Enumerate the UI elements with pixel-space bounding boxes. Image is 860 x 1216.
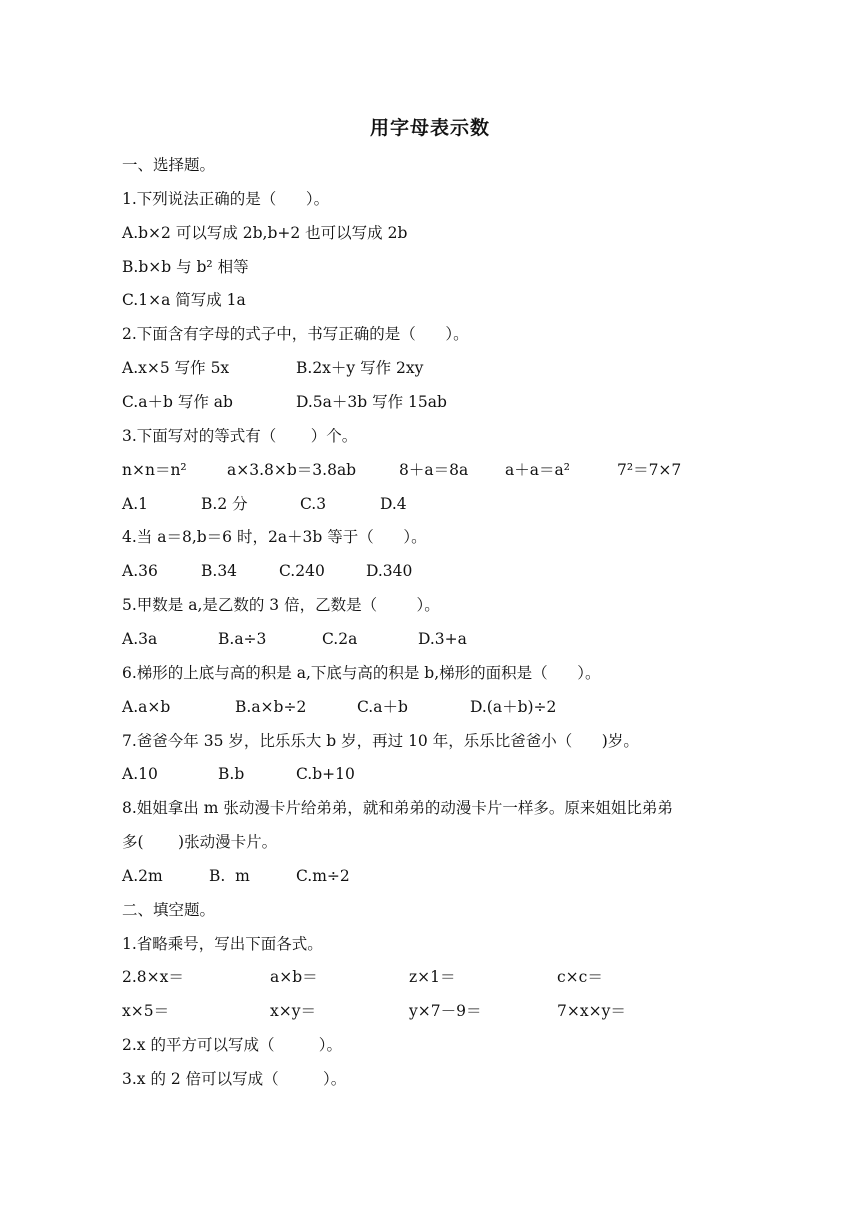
section-heading-choice: 一、选择题。 [122, 156, 216, 174]
question-8-line-2: 多( )张动漫卡片。 [122, 833, 278, 851]
q6-option-c: C.a＋b [357, 698, 408, 716]
section-heading-fill: 二、填空题。 [122, 901, 216, 919]
q2-option-d: D.5a＋3b 写作 15ab [296, 393, 447, 411]
question-4: 4.当 a＝8,b＝6 时，2a＋3b 等于（ ）。 [122, 528, 427, 546]
fill-expression: c×c＝ [557, 968, 603, 986]
page-title: 用字母表示数 [369, 117, 490, 139]
fill-question-2: 2.x 的平方可以写成（ ）。 [122, 1036, 343, 1054]
q1-option-b: B.b×b 与 b² 相等 [122, 258, 249, 276]
q7-option-a: A.10 [122, 765, 158, 783]
q7-option-c: C.b+10 [296, 765, 355, 783]
q4-option-a: A.36 [122, 562, 158, 580]
q3-equation-4: a＋a＝a² [505, 461, 570, 479]
fill-expression: y×7－9＝ [409, 1002, 482, 1020]
q5-option-a: A.3a [122, 630, 158, 648]
fill-expression: z×1＝ [409, 968, 456, 986]
q4-option-b: B.34 [201, 562, 238, 580]
q6-option-b: B.a×b÷2 [235, 698, 307, 716]
question-7: 7.爸爸今年 35 岁，比乐乐大 b 岁，再过 10 年，乐乐比爸爸小（ )岁。 [122, 732, 639, 750]
question-1: 1.下列说法正确的是（ ）。 [122, 190, 330, 208]
q3-option-c: C.3 [300, 495, 327, 513]
q1-option-c: C.1×a 简写成 1a [122, 291, 246, 309]
q3-option-b: B.2 分 [201, 495, 248, 513]
q5-option-c: C.2a [322, 630, 358, 648]
question-3: 3.下面写对的等式有（ ）个。 [122, 427, 358, 445]
fill-expression: x×5＝ [122, 1002, 170, 1020]
fill-expression: a×b＝ [270, 968, 318, 986]
q2-option-a: A.x×5 写作 5x [122, 359, 230, 377]
fill-expression: 2.8×x＝ [122, 968, 184, 986]
fill-expression: x×y＝ [270, 1002, 316, 1020]
q5-option-b: B.a÷3 [218, 630, 267, 648]
question-5: 5.甲数是 a,是乙数的 3 倍，乙数是（ ）。 [122, 596, 440, 614]
q8-option-c: C.m÷2 [296, 867, 350, 885]
q3-option-d: D.4 [380, 495, 407, 513]
question-8-line-1: 8.姐姐拿出 m 张动漫卡片给弟弟，就和弟弟的动漫卡片一样多。原来姐姐比弟弟 [122, 799, 673, 817]
q4-option-d: D.340 [366, 562, 413, 580]
q2-option-c: C.a＋b 写作 ab [122, 393, 233, 411]
fill-expression: 7×x×y＝ [557, 1002, 626, 1020]
q3-option-a: A.1 [122, 495, 148, 513]
q3-equation-2: a×3.8×b＝3.8ab [227, 461, 357, 479]
q5-option-d: D.3+a [418, 630, 467, 648]
q8-option-b: B. m [209, 867, 250, 885]
q6-option-a: A.a×b [122, 698, 171, 716]
q8-option-a: A.2m [122, 867, 163, 885]
q1-option-a: A.b×2 可以写成 2b,b+2 也可以写成 2b [122, 224, 408, 242]
q3-equation-3: 8＋a＝8a [399, 461, 469, 479]
fill-question-1: 1.省略乘号，写出下面各式。 [122, 935, 323, 953]
q2-option-b: B.2x＋y 写作 2xy [296, 359, 424, 377]
question-2: 2.下面含有字母的式子中，书写正确的是（ ）。 [122, 325, 469, 343]
q3-equation-1: n×n＝n² [122, 461, 187, 479]
q4-option-c: C.240 [279, 562, 325, 580]
fill-question-3: 3.x 的 2 倍可以写成（ ）。 [122, 1070, 347, 1088]
q3-equation-5: 7²＝7×7 [617, 461, 682, 479]
q7-option-b: B.b [218, 765, 245, 783]
question-6: 6.梯形的上底与高的积是 a,下底与高的积是 b,梯形的面积是（ ）。 [122, 664, 601, 682]
q6-option-d: D.(a＋b)÷2 [470, 698, 557, 716]
